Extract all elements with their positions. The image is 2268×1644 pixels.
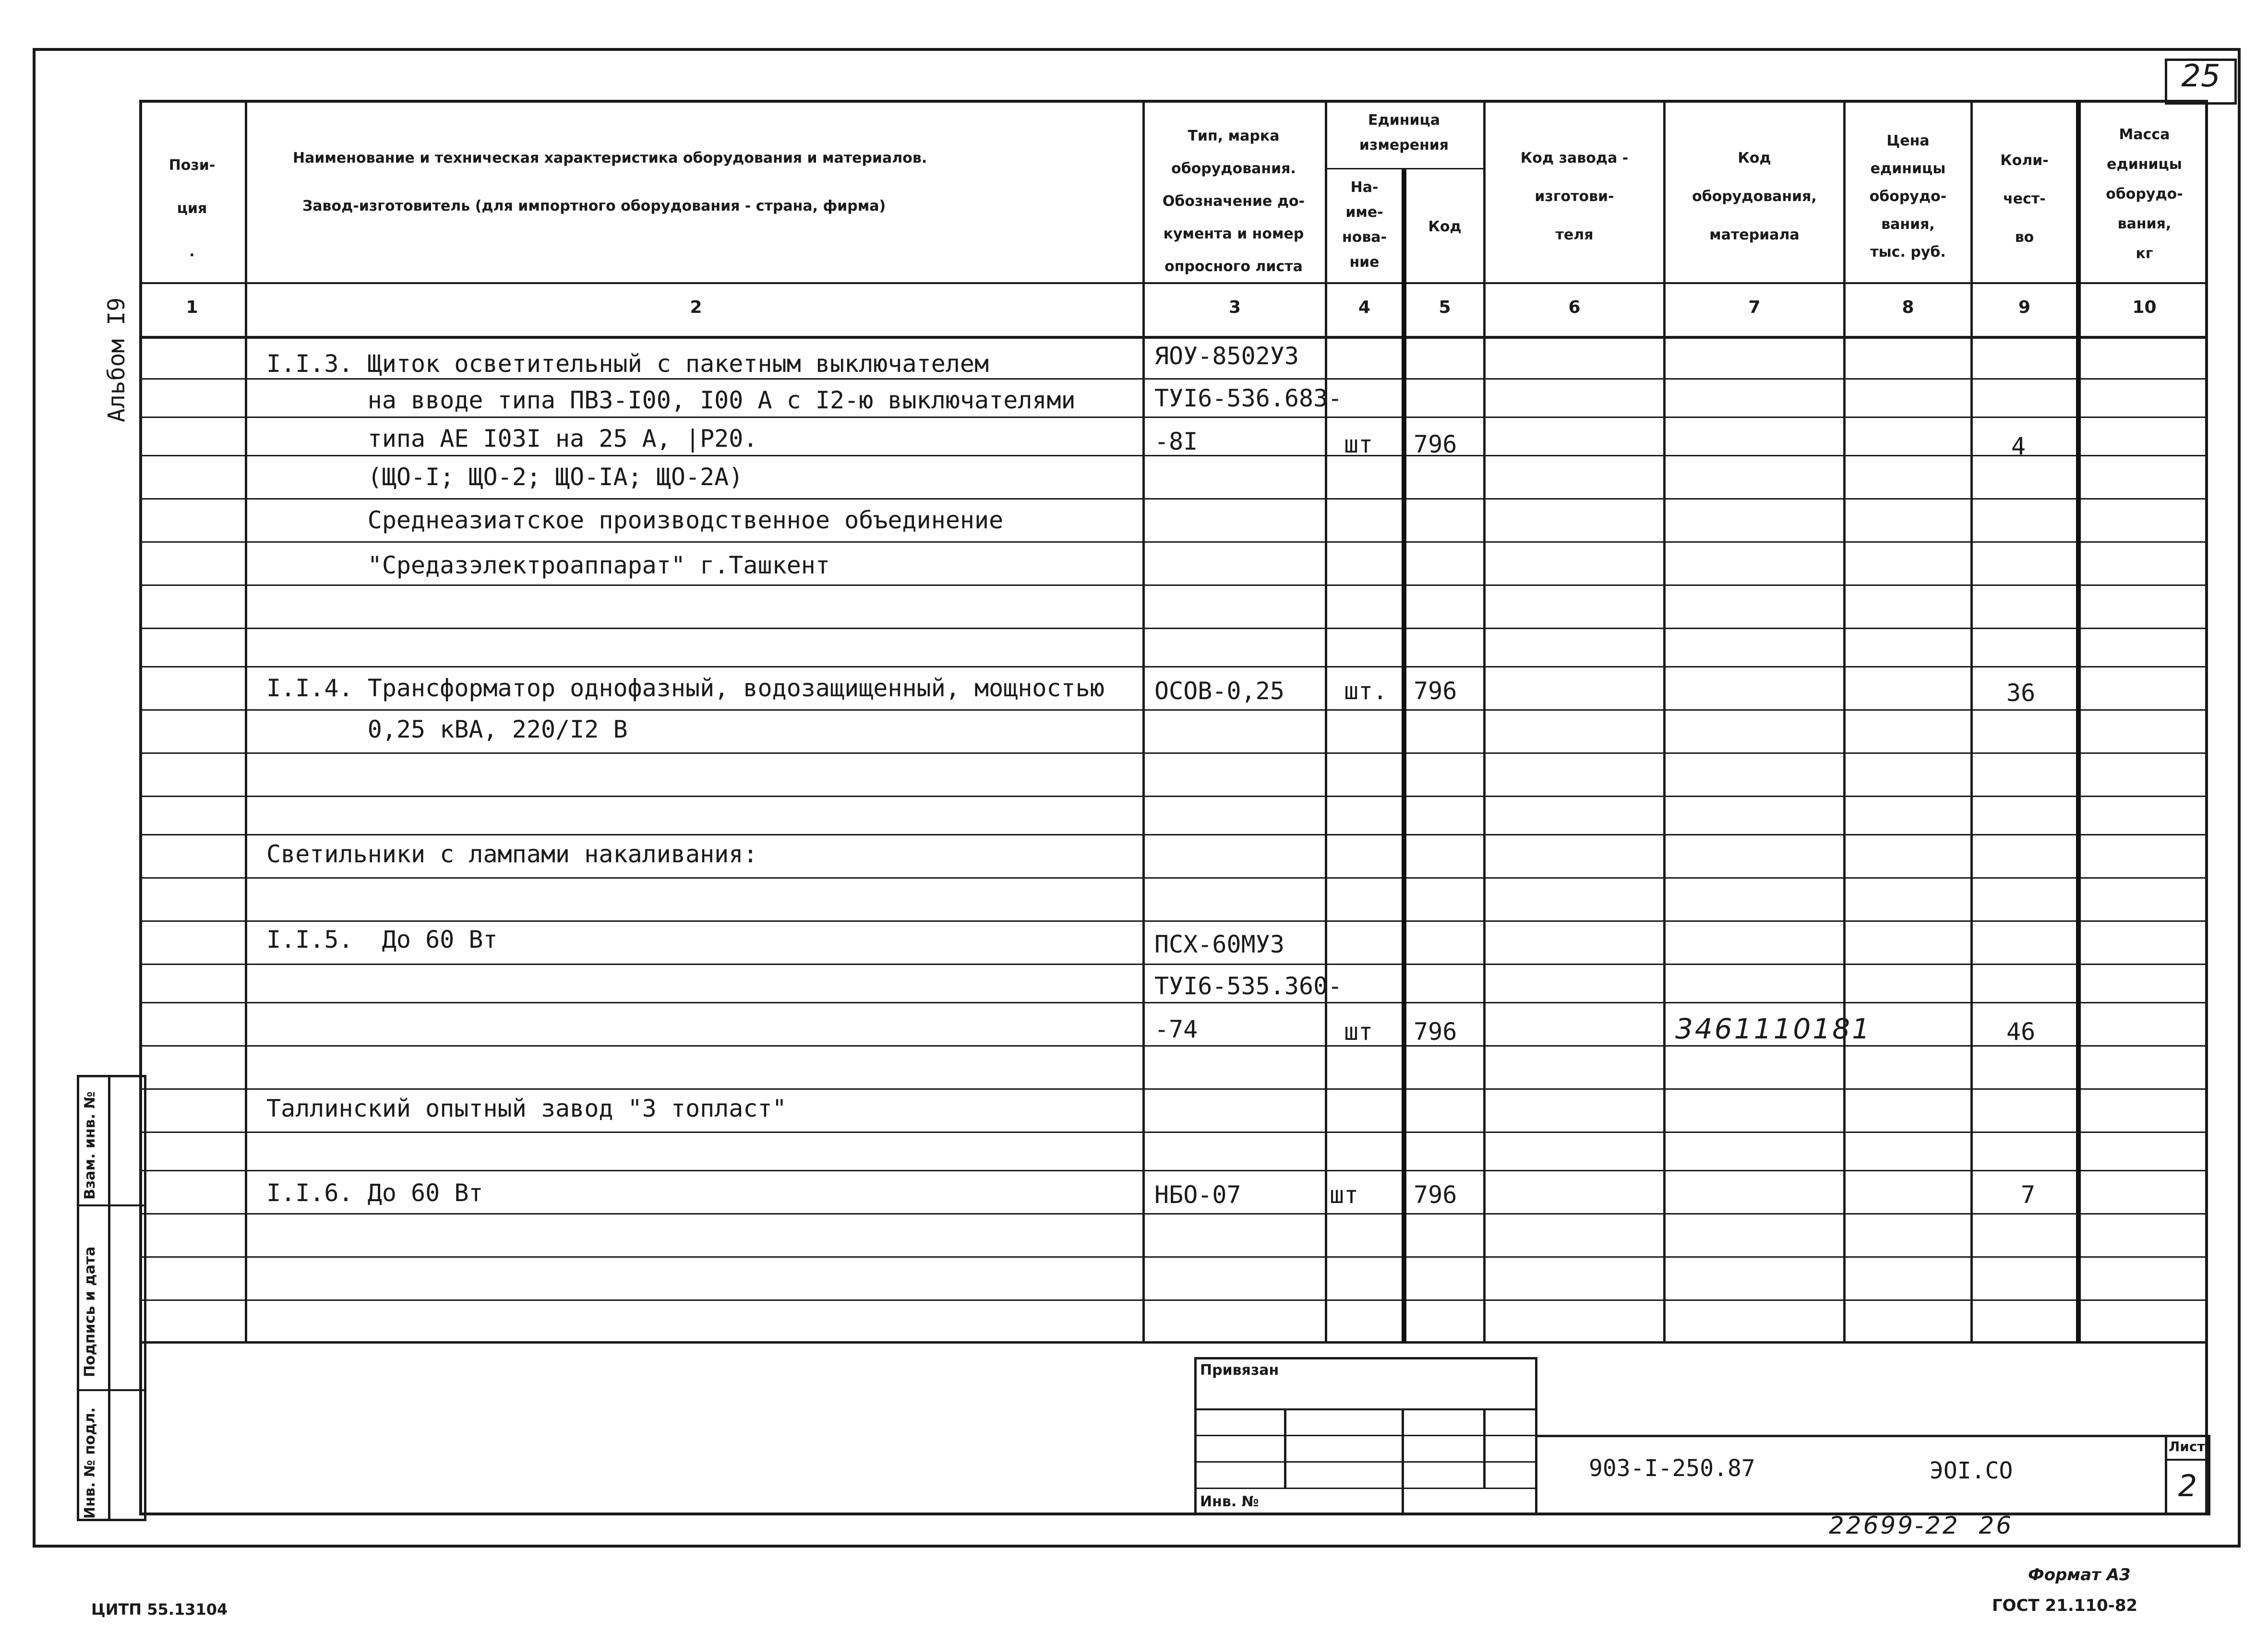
row-unit-code: 796 [1414,1018,1457,1046]
side-stamp-vzam-inv: Взам. инв. № [82,1091,98,1200]
row-name: Среднеазиатское производственное объединение [266,506,1004,534]
format-label: Формат А3 [2028,1565,2131,1584]
header-mass: Масса единицы оборудо- вания, кг [2106,126,2183,262]
album-label: Альбом I9 [103,297,130,422]
header-unit-name: На- име- нова- ние [1342,179,1387,271]
row-type: НБО-07 [1154,1181,1241,1209]
row-unit: шт [1330,1181,1359,1209]
inv-no-label: Инв. № [1200,1493,1259,1510]
side-stamp-inv-orig: Инв. № подл. [82,1407,98,1519]
row-name: (ЩО-I; ЩО-2; ЩО-IА; ЩО-2А) [266,463,744,491]
row-unit-code: 796 [1414,430,1457,458]
header-equipment-code: Код оборудования, материала [1692,150,1817,243]
row-name: 0,25 кВА, 220/I2 В [266,715,628,743]
privyazan-label: Привязан [1200,1362,1279,1379]
row-unit: шт [1344,430,1373,458]
row-type: -8I [1154,428,1198,455]
list-number: 2 [2178,1468,2197,1503]
row-quantity: 46 [2006,1018,2036,1046]
column-number: 7 [1748,298,1761,317]
row-type: ТУI6-535.360- [1154,972,1343,1000]
gost-label: ГОСТ 21.110-82 [1992,1596,2138,1615]
header-plant-code: Код завода - изготови- теля [1520,150,1629,243]
left-code-label: ЦИТП 55.13104 [91,1600,228,1619]
column-number: 9 [2018,298,2031,317]
column-number: 6 [1568,298,1581,317]
row-quantity: 36 [2006,679,2036,707]
row-name: Светильники с лампами накаливания: [266,840,758,868]
column-number: 1 [186,298,198,317]
row-name: I.I.3. Щиток осветительный с пакетным выключателем [266,350,989,378]
column-number-divider [139,336,2208,339]
header-position: Пози- ция . [168,157,216,260]
row-name: "Средазэлектроаппарат" г.Ташкент [266,551,830,579]
header-quantity: Коли- чест- во [2000,152,2049,246]
document-part: ЭОI.СО [1930,1457,2013,1484]
column-number: 8 [1902,298,1914,317]
row-unit: шт. [1344,677,1388,705]
archive-number: 22699-22 26 [1829,1512,2014,1539]
row-name: типа АЕ I03I на 25 А, |P20. [266,425,758,453]
column-number: 2 [690,298,702,317]
row-name: Таллинский опытный завод "З топласт" [266,1095,787,1122]
row-name: I.I.6. До 60 Вт [266,1179,483,1207]
row-name: на вводе типа ПВЗ-I00, I00 А с I2-ю выключателями [266,386,1076,414]
column-number: 3 [1228,298,1241,317]
row-unit: шт [1344,1018,1373,1046]
page-number: 25 [2181,59,2220,94]
row-type: -74 [1154,1015,1198,1043]
row-name: I.I.5. До 60 Вт [266,926,498,953]
column-number: 4 [1358,298,1371,317]
row-type: ЯОУ-8502У3 [1154,342,1299,370]
row-equipment-code: 3461110181 [1675,1013,1872,1045]
row-unit-code: 796 [1414,1181,1457,1209]
list-label: Лист [2169,1439,2205,1454]
row-type: ТУI6-536.683- [1154,384,1343,412]
header-unit-code: Код [1428,218,1462,235]
row-name: I.I.4. Трансформатор однофазный, водозащищенный, мощностью [266,674,1104,702]
header-name-line2: Завод-изготовитель (для импортного оборудования - страна, фирма) [302,198,886,214]
header-name-line1: Наименование и техническая характеристика оборудования и материалов. [293,150,927,167]
header-type: Тип, марка оборудования. Обозначение до- кумента и номер опросного листа [1162,128,1305,275]
row-quantity: 4 [2011,432,2026,460]
side-stamp-sign-date: Подпись и дата [82,1246,98,1377]
column-number: 10 [2132,298,2157,317]
document-code: 903-I-250.87 [1589,1455,1755,1482]
header-unit-group: Единица измерения [1359,112,1449,154]
row-unit-code: 796 [1414,677,1457,705]
row-type: ПСХ-60МУ3 [1154,930,1284,958]
row-quantity: 7 [2021,1181,2036,1209]
column-number: 5 [1439,298,1451,317]
header-price: Цена единицы оборудо- вания, тыс. руб. [1869,132,1947,261]
row-type: ОСОВ-0,25 [1154,677,1284,705]
